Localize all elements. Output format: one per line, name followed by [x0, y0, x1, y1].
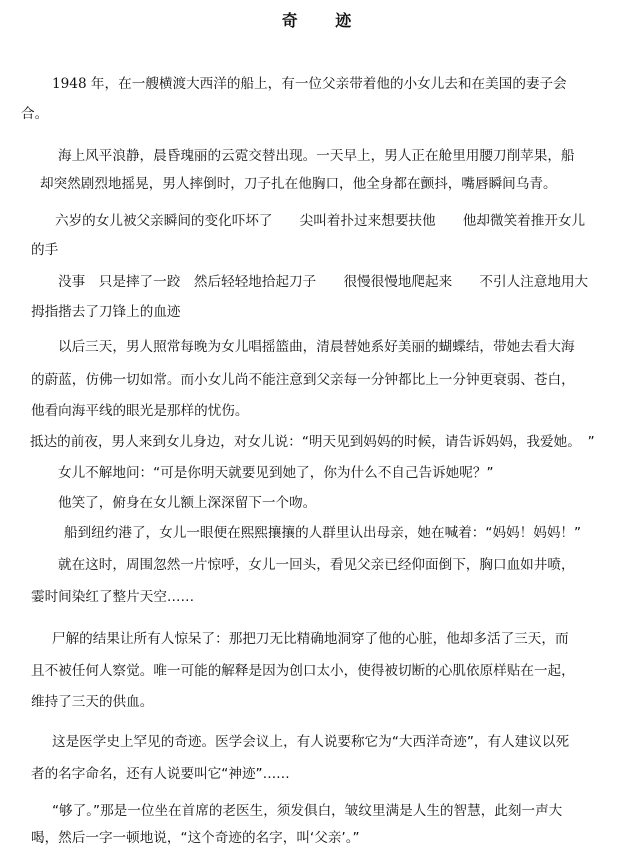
text-line: 海上风平浪静，晨昏瑰丽的云霓交替出现。一天早上，男人正在舱里用腰刀削苹果，船 [58, 148, 575, 164]
text-line: 他看向海平线的眼光是那样的忧伤。 [31, 403, 249, 419]
text-line: 的蔚蓝，仿佛一切如常。而小女儿尚不能注意到父亲每一分钟都比上一分钟更衰弱、苍白， [31, 372, 575, 388]
text-line: 却突然剧烈地摇晃，男人摔倒时，刀子扎在他胸口，他全身都在颤抖，嘴唇瞬间乌青。 [40, 176, 557, 192]
text-line: 抵达的前夜，男人来到女儿身边，对女儿说：“明天见到妈妈的时候，请告诉妈妈，我爱她。 ” [30, 434, 595, 450]
text-line: 的手 [31, 242, 59, 258]
text-line: “够了。”那是一位坐在首席的老医生，须发俱白，皱纹里满是人生的智慧，此刻一声大 [52, 803, 563, 819]
text-line: 以后三天，男人照常每晚为女儿唱摇篮曲，清晨替她系好美丽的蝴蝶结，带她去看大海 [58, 339, 575, 355]
text-line: 喝，然后一字一顿地说，“这个奇迹的名字，叫‘父亲’。” [31, 830, 360, 846]
text-line: 1948 年，在一艘横渡大西洋的船上，有一位父亲带着他的小女儿去和在美国的妻子会 [52, 76, 567, 92]
text-line: 者的名字命名，还有人说要叫它“神迹”…… [31, 766, 290, 782]
document-title: 奇 迹 [281, 11, 368, 30]
text-line: 拇指揩去了刀锋上的血迹 [31, 304, 181, 320]
text-line: 他笑了，俯身在女儿额上深深留下一个吻。 [58, 495, 317, 511]
text-line: 合。 [21, 106, 49, 122]
text-line: 尸解的结果让所有人惊呆了：那把刀无比精确地洞穿了他的心脏，他却多活了三天，而 [52, 631, 569, 647]
text-line: 船到纽约港了，女儿一眼便在熙熙攘攘的人群里认出母亲，她在喊着：“妈妈！妈妈！” [64, 525, 582, 541]
text-line: 这是医学史上罕见的奇迹。医学会议上，有人说要称它为“大西洋奇迹”，有人建议以死 [52, 734, 570, 750]
text-line: 且不被任何人察觉。唯一可能的解释是因为创口太小，使得被切断的心肌依原样贴在一起， [31, 663, 575, 679]
text-line: 霎时间染红了整片天空…… [31, 589, 195, 605]
text-line: 维持了三天的供血。 [31, 694, 154, 710]
text-line: 女儿不解地问：“可是你明天就要见到她了，你为什么不自己告诉她呢？” [58, 465, 494, 481]
text-line: 就在这时，周围忽然一片惊呼，女儿一回头，看见父亲已经仰面倒下，胸口血如井喷， [58, 557, 575, 573]
text-line: 没事 只是摔了一跤 然后轻轻地拾起刀子 很慢很慢地爬起来 不引人注意地用大 [58, 274, 589, 290]
text-line: 六岁的女儿被父亲瞬间的变化吓坏了 尖叫着扑过来想要扶他 他却微笑着推开女儿 [55, 213, 586, 229]
